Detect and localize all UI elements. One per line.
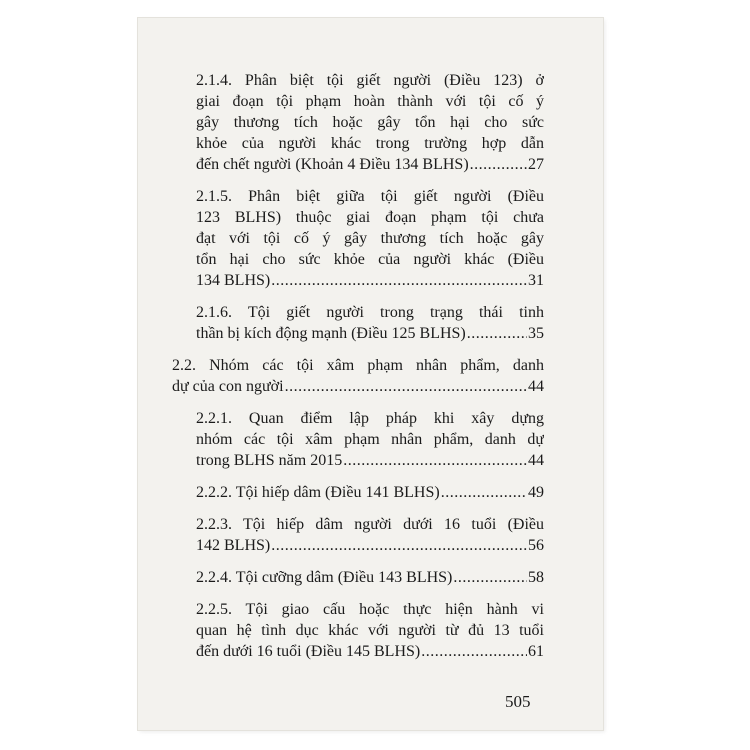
leader-dots (285, 376, 527, 397)
toc-text: đến dưới 16 tuổi (Điều 145 BLHS) (196, 643, 421, 660)
leader-dots (467, 323, 527, 344)
toc-page-ref: 56 (528, 537, 544, 554)
toc-page-ref: 44 (528, 378, 544, 395)
toc-line: 2.1.4. Phân biệt tội giết người (Điều 123) ở (196, 72, 544, 89)
leader-dots (453, 567, 527, 588)
toc-entry-2-2-2 (188, 482, 544, 503)
toc-line: 2.1.6. Tội giết người trong trạng thái tinh (196, 304, 544, 321)
toc-page-ref: 27 (528, 156, 544, 173)
page-number: 505 (505, 692, 531, 711)
toc-last-line (172, 376, 544, 397)
toc-text: thần bị kích động mạnh (Điều 125 BLHS) (196, 325, 466, 342)
toc-text: 2.2.2. Tội hiếp dâm (Điều 141 BLHS) (196, 484, 440, 501)
toc-line: 2.2.5. Tội giao cấu hoặc thực hiện hành vi (196, 601, 544, 618)
toc-line: khỏe của người khác trong trường hợp dẫn (196, 135, 544, 152)
toc-line: tổn hại cho sức khỏe của người khác (Điều (196, 251, 544, 268)
toc-line: 2.2.3. Tội hiếp dâm người dưới 16 tuổi (Điều (196, 516, 544, 533)
toc-entry-2-1-5 (188, 186, 544, 291)
toc-page-ref: 31 (528, 272, 544, 289)
toc-line: nhóm các tội xâm phạm nhân phẩm, danh dự (196, 431, 544, 448)
toc-line: quan hệ tình dục khác với người từ đủ 13 tuổi (196, 622, 544, 639)
toc-entry-2-1-6 (188, 302, 544, 344)
toc-line: 2.2. Nhóm các tội xâm phạm nhân phẩm, danh (172, 357, 544, 374)
toc-page-ref: 35 (528, 325, 544, 342)
toc-last-line (196, 323, 544, 344)
toc-line: giai đoạn tội phạm hoàn thành với tội cố ý (196, 93, 544, 110)
toc-last-line (196, 641, 544, 662)
leader-dots (271, 535, 527, 556)
toc-page-ref: 44 (528, 452, 544, 469)
table-of-contents (172, 70, 544, 673)
leader-dots (470, 154, 527, 175)
toc-last-line (196, 270, 544, 291)
toc-entry-2-2-1 (188, 408, 544, 471)
leader-dots (421, 641, 527, 662)
toc-line: đạt với tội cố ý gây thương tích hoặc gây (196, 230, 544, 247)
leader-dots (271, 270, 527, 291)
toc-text: 134 BLHS) (196, 272, 271, 289)
toc-page-ref: 49 (528, 484, 544, 501)
toc-line: 123 BLHS) thuộc giai đoạn phạm tội chưa (196, 209, 544, 226)
toc-entry-2-2-3 (188, 514, 544, 556)
toc-line: 2.2.1. Quan điểm lập pháp khi xây dựng (196, 410, 544, 427)
toc-last-line (196, 535, 544, 556)
toc-last-line (196, 450, 544, 471)
toc-last-line (196, 154, 544, 175)
toc-text: 142 BLHS) (196, 537, 271, 554)
toc-page-ref: 61 (528, 643, 544, 660)
toc-entry-2-1-4 (188, 70, 544, 175)
toc-last-line (196, 482, 544, 503)
toc-entry-2-2 (172, 355, 544, 397)
toc-entry-2-2-5 (188, 599, 544, 662)
toc-last-line (196, 567, 544, 588)
toc-entry-2-2-4 (188, 567, 544, 588)
toc-text: 2.2.4. Tội cưỡng dâm (Điều 143 BLHS) (196, 569, 453, 586)
toc-text: đến chết người (Khoản 4 Điều 134 BLHS) (196, 156, 469, 173)
toc-line: gây thương tích hoặc gây tổn hại cho sức (196, 114, 544, 131)
toc-text: dự của con người (172, 378, 284, 395)
toc-text: trong BLHS năm 2015 (196, 452, 343, 469)
leader-dots (441, 482, 527, 503)
toc-page-ref: 58 (528, 569, 544, 586)
toc-line: 2.1.5. Phân biệt giữa tội giết người (Điều (196, 188, 544, 205)
leader-dots (343, 450, 527, 471)
